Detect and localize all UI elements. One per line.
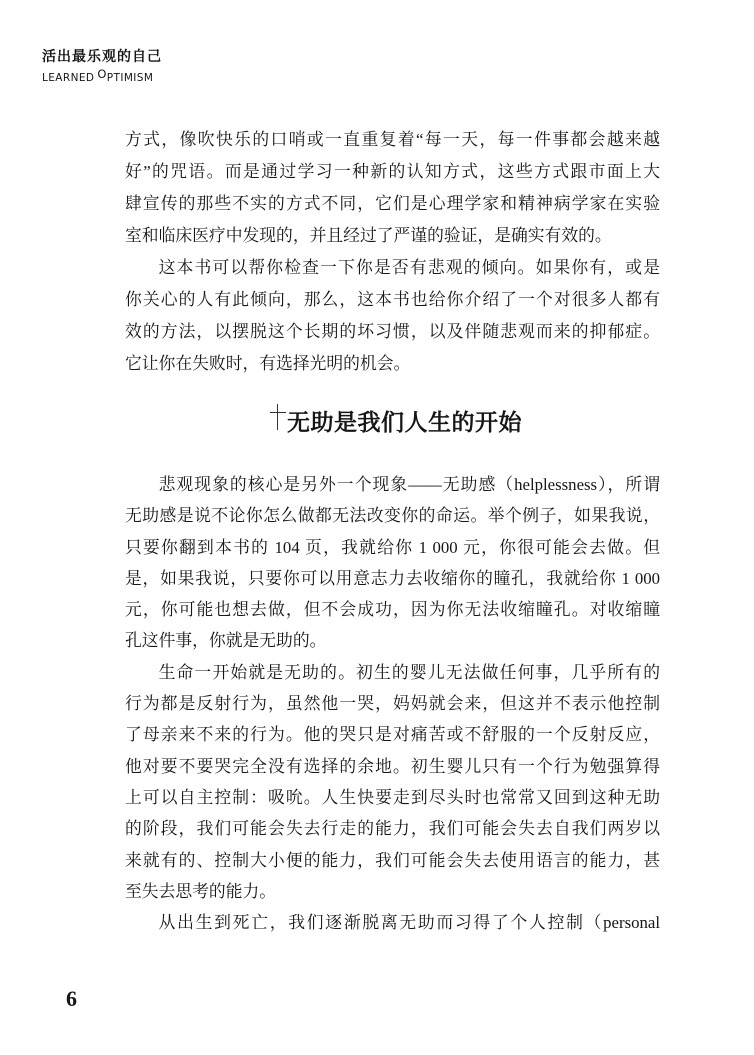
- text-line: 来就有的、控制大小便的能力，我们可能会失去使用语言的能力，甚: [125, 850, 660, 870]
- text-line: 这本书可以帮你检查一下你是否有悲观的倾向。如果你有，或是: [158, 258, 660, 277]
- text-line: 了母亲来不来的行为。他的哭只是对痛苦或不舒服的一个反射反应，: [125, 725, 660, 745]
- text-line: 方式，像吹快乐的口哨或一直重复着“每一天，每一件事都会越来越: [125, 130, 660, 149]
- paragraph: [125, 907, 660, 938]
- text-line: 行为都是反射行为，虽然他一哭，妈妈就会来，但这并不表示他控制: [125, 694, 660, 714]
- text-line: 你关心的人有此倾向，那么，这本书也给你介绍了一个对很多人都有: [125, 290, 660, 309]
- text-line: 上可以自主控制：吸吮。人生快要走到尽头时也常常又回到这种无助: [125, 787, 660, 807]
- running-head-word-optimism: OPTIMISM: [97, 67, 154, 84]
- page-number: 6: [66, 986, 77, 1011]
- text-line: 孔这件事，你就是无助的。: [125, 631, 327, 651]
- paragraph: [125, 124, 660, 252]
- paragraph: [125, 657, 660, 907]
- paragraph: [125, 469, 660, 657]
- running-head: [42, 49, 192, 85]
- text-line: 的阶段，我们可能会失去行走的能力，我们可能会失去自我们两岁以: [125, 819, 660, 839]
- crop-mark-vertical: [277, 404, 278, 430]
- text-line: 只要你翻到本书的 104 页，我就给你 1 000 元，你很可能会去做。但: [125, 537, 660, 557]
- running-head-chinese-title: 活出最乐观的自己: [42, 49, 162, 65]
- text-line: 从出生到死亡，我们逐渐脱离无助而习得了个人控制（personal: [158, 913, 660, 933]
- crop-mark-horizontal: [270, 412, 286, 413]
- running-head-english-title: [42, 67, 192, 85]
- paragraph: [125, 252, 660, 380]
- text-line: 他对要不要哭完全没有选择的余地。初生婴儿只有一个行为勉强算得: [125, 756, 660, 776]
- text-line: 它让你在失败时，有选择光明的机会。: [125, 354, 411, 373]
- section-heading: 无助是我们人生的开始: [287, 410, 522, 435]
- running-head-word-learned: LEARNED: [42, 72, 95, 84]
- text-line: 是，如果我说，只要你可以用意志力去收缩你的瞳孔，我就给你 1 000: [125, 568, 660, 588]
- text-line: 悲观现象的核心是另外一个现象——无助感（helplessness），所谓: [158, 475, 660, 494]
- text-line: 效的方法，以摆脱这个长期的坏习惯，以及伴随悲观而来的抑郁症。: [125, 322, 660, 341]
- text-line: 元，你可能也想去做，但不会成功，因为你无法收缩瞳孔。对收缩瞳: [125, 600, 660, 620]
- text-line: 肆宣传的那些不实的方式不同，它们是心理学家和精神病学家在实验: [125, 194, 660, 213]
- text-line: 室和临床医疗中发现的，并且经过了严谨的验证，是确实有效的。: [125, 226, 612, 245]
- text-line: 至失去思考的能力。: [125, 881, 277, 901]
- text-block-top: [125, 124, 660, 380]
- crop-mark: [270, 404, 286, 430]
- text-line: 无助感是说不论你怎么做都无法改变你的命运。举个例子，如果我说，: [125, 506, 660, 526]
- text-block-bottom: [125, 469, 660, 938]
- text-line: 生命一开始就是无助的。初生的婴儿无法做任何事，几乎所有的: [158, 662, 660, 682]
- text-line: 好”的咒语。而是通过学习一种新的认知方式，这些方式跟市面上大: [125, 162, 660, 181]
